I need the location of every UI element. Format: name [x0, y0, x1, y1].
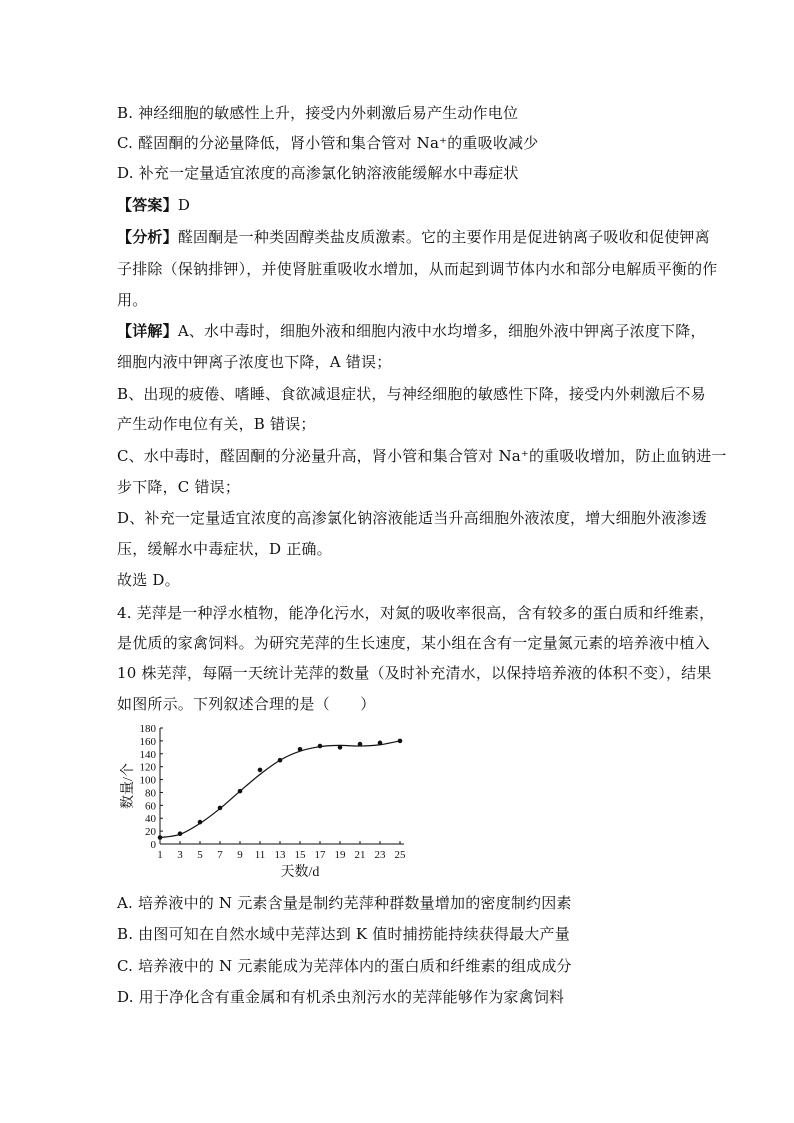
- detail-line-d1: D、补充一定量适宜浓度的高渗氯化钠溶液能适当升高细胞外液浓度，增大细胞外液渗透: [117, 509, 707, 527]
- analysis-text-1: 醛固酮是一种类固醇类盐皮质激素。它的主要作用是促进钠离子吸收和促使钾离: [177, 228, 710, 246]
- data-point: [398, 739, 403, 744]
- detail-tag: 【详解】: [117, 322, 178, 340]
- x-tick-label: 21: [354, 849, 366, 861]
- q4-option-a: A. 培养液中的 N 元素含量是制约芜萍种群数量增加的密度制约因素: [117, 894, 572, 912]
- y-tick-label: 120: [139, 761, 156, 774]
- y-tick-label: 60: [145, 800, 156, 813]
- q4-option-b: B. 由图可知在自然水域中芜萍达到 K 值时捕捞能持续获得最大产量: [117, 925, 570, 943]
- data-point: [318, 744, 323, 749]
- analysis-line-3: 用。: [117, 291, 148, 309]
- y-tick-label: 160: [139, 735, 156, 748]
- x-tick-label: 9: [237, 849, 243, 861]
- detail-line-a2: 细胞内液中钾离子浓度也下降，A 错误；: [117, 353, 392, 371]
- analysis-line-1: [117, 227, 710, 247]
- q4-stem-line-4: 如图所示。下列叙述合理的是（ ）: [117, 695, 376, 713]
- answer-line: [117, 195, 190, 215]
- y-tick-label: 140: [139, 748, 156, 761]
- y-tick-label: 40: [145, 813, 156, 826]
- prev-option-d: D. 补充一定量适宜浓度的高渗氯化钠溶液能缓解水中毒症状: [117, 164, 519, 182]
- data-point: [158, 835, 163, 840]
- growth-chart: [108, 722, 428, 887]
- y-tick-label: 0: [150, 839, 156, 851]
- detail-line-d2: 压，缓解水中毒症状，D 正确。: [117, 540, 332, 558]
- data-point: [338, 745, 343, 750]
- x-tick-label: 3: [177, 849, 183, 861]
- x-tick-label: 25: [394, 849, 406, 861]
- data-point: [278, 758, 283, 763]
- analysis-line-2: 子排除（保钠排钾），并使肾脏重吸收水增加，从而起到调节体内水和部分电解质平衡的作: [117, 260, 718, 278]
- data-point: [298, 747, 303, 752]
- x-tick-label: 1: [157, 849, 163, 861]
- detail-text-a1: A、水中毒时，细胞外液和细胞内液中水均增多，细胞外液中钾离子浓度下降，: [177, 322, 706, 340]
- detail-line-c2: 步下降，C 错误；: [117, 478, 241, 496]
- y-tick-label: 80: [145, 787, 156, 800]
- q4-stem-line-2: 是优质的家禽饲料。为研究芜萍的生长速度，某小组在含有一定量氮元素的培养液中植入: [117, 634, 710, 652]
- data-point: [218, 806, 223, 811]
- data-point: [358, 742, 363, 747]
- q4-option-c: C. 培养液中的 N 元素能成为芜萍体内的蛋白质和纤维素的组成成分: [117, 957, 572, 975]
- y-tick-label: 100: [139, 774, 156, 787]
- q4-stem-line-3: 10 株芜萍，每隔一天统计芜萍的数量（及时补充清水，以保持培养液的体积不变），结果: [117, 664, 712, 682]
- x-tick-label: 23: [374, 849, 386, 861]
- data-point: [378, 741, 383, 746]
- y-tick-label: 180: [139, 723, 156, 735]
- detail-line-a1: [117, 321, 706, 341]
- x-tick-label: 15: [294, 849, 306, 861]
- prev-option-c: C. 醛固酮的分泌量降低，肾小管和集合管对 Na⁺的重吸收减少: [117, 134, 539, 152]
- growth-chart-svg: [108, 722, 428, 887]
- detail-conclusion: 故选 D。: [117, 571, 180, 589]
- data-point: [178, 831, 183, 836]
- growth-curve: [160, 741, 400, 838]
- q4-stem-line-1: 4. 芜萍是一种浮水植物，能净化污水，对氮的吸收率很高，含有较多的蛋白质和纤维素，: [117, 604, 715, 622]
- data-point: [258, 768, 263, 773]
- chart-y-ticks: [140, 723, 164, 851]
- analysis-tag: 【分析】: [117, 228, 178, 246]
- x-tick-label: 13: [274, 849, 286, 861]
- x-tick-label: 17: [314, 849, 326, 861]
- detail-line-b1: B、出现的疲倦、嗜睡、食欲减退症状，与神经细胞的敏感性下降，接受内外刺激后不易: [117, 385, 706, 403]
- x-tick-label: 5: [197, 849, 203, 861]
- chart-x-label: 天数/d: [280, 865, 320, 880]
- data-point: [198, 820, 203, 825]
- x-tick-label: 19: [334, 849, 346, 861]
- prev-option-b: B. 神经细胞的敏感性上升，接受内外刺激后易产生动作电位: [117, 104, 519, 122]
- detail-line-c1: C、水中毒时，醛固酮的分泌量升高，肾小管和集合管对 Na⁺的重吸收增加，防止血钠进一: [117, 447, 727, 465]
- answer-tag: 【答案】: [117, 196, 178, 214]
- chart-y-label: 数量/个: [121, 763, 136, 809]
- data-point: [238, 789, 243, 794]
- answer-value: D: [177, 196, 191, 214]
- y-tick-label: 20: [145, 826, 156, 839]
- detail-line-b2: 产生动作电位有关，B 错误；: [117, 415, 316, 433]
- x-tick-label: 11: [254, 849, 266, 861]
- chart-curve-group: [160, 741, 400, 838]
- chart-points: [158, 739, 403, 840]
- q4-option-d: D. 用于净化含有重金属和有机杀虫剂污水的芜萍能够作为家禽饲料: [117, 988, 565, 1006]
- x-tick-label: 7: [217, 849, 223, 861]
